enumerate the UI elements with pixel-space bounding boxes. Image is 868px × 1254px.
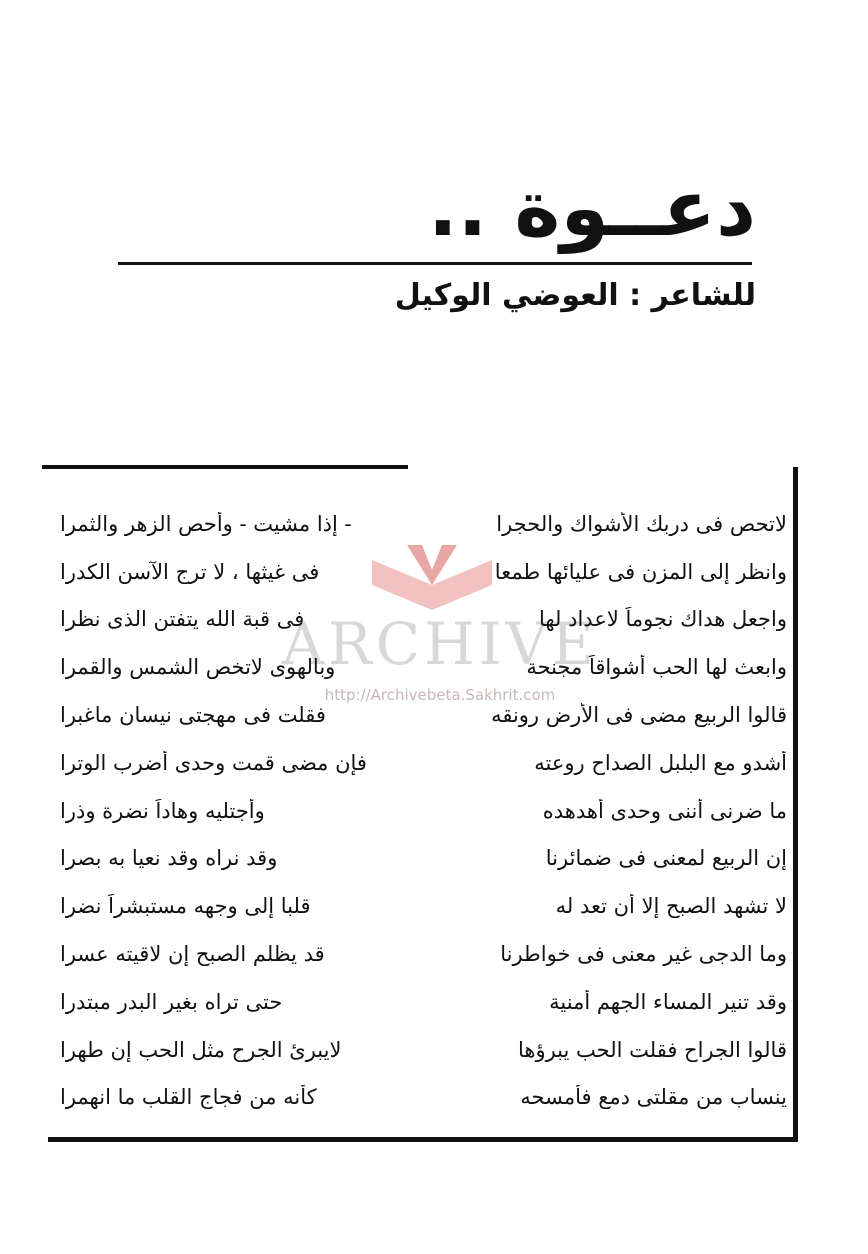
verse-first-half: وابعث لها الحب أشواقاً مجنحة <box>526 655 787 680</box>
verse-first-half: لا تشهد الصبح إلا أن تعد له <box>555 894 787 919</box>
verse-second-half: قلبا إلى وجهه مستبشراً نضرا <box>60 894 311 919</box>
verse-first-half: وانظر إلى المزن فى عليائها طمعا <box>494 559 787 584</box>
verse <box>60 835 787 883</box>
verse-second-half: فقلت فى مهجتى نيسان ماغبرا <box>60 703 326 728</box>
verse-first-half: ما ضرنى أننى وحدى أهدهده <box>542 798 787 823</box>
frame-bottom-rule <box>48 1137 798 1142</box>
verse-second-half: قد يظلم الصبح إن لاقيته عسرا <box>60 942 325 967</box>
verse <box>60 882 787 930</box>
verse-first-half: وقد تنير المساء الجهم أمنية <box>549 989 787 1014</box>
verse-first-half: لاتحص فى دربك الأشواك والحجرا <box>496 511 787 536</box>
verse <box>60 643 787 691</box>
verse <box>60 596 787 644</box>
poem-body <box>60 500 787 1121</box>
verse-first-half: قالوا الربيع مضى فى الأرض رونقه <box>491 703 787 728</box>
verse <box>60 1026 787 1074</box>
watermark-url: http://Archivebeta.Sakhrit.com <box>324 686 556 704</box>
verse <box>60 500 787 548</box>
verse-second-half: كأنه من فجاج القلب ما انهمرا <box>60 1085 317 1110</box>
verse-first-half: قالوا الجراح فقلت الحب يبرؤها <box>517 1037 787 1062</box>
verse-first-half: أشدو مع البلبل الصداح روعته <box>534 750 787 775</box>
verse <box>60 1074 787 1122</box>
watermark-text: ARCHIVE <box>282 610 598 678</box>
poet-byline: للشاعر : العوضي الوكيل <box>394 278 756 313</box>
verse <box>60 691 787 739</box>
verse-first-half: ينساب من مقلتى دمع فأمسحه <box>520 1085 787 1110</box>
verse <box>60 739 787 787</box>
frame-right-rule <box>793 467 798 1142</box>
verse <box>60 930 787 978</box>
verse <box>60 978 787 1026</box>
verse-first-half: وما الدجى غير معنى فى خواطرنا <box>500 942 787 967</box>
frame-top-rule <box>42 465 408 469</box>
page-title: دعــوة .. <box>428 164 756 254</box>
verse <box>60 787 787 835</box>
verse-second-half: فى غيثها ، لا ترج الآسن الكدرا <box>60 559 320 584</box>
verse-second-half: وبالهوى لاتخص الشمس والقمرا <box>60 655 336 680</box>
verse-second-half: وقد نراه وقد نعيا به بصرا <box>60 846 278 871</box>
verse-second-half: فى قبة الله يتفتن الذى نظرا <box>60 607 305 632</box>
verse-second-half: فإن مضى قمت وحدى أضرب الوترا <box>60 750 367 775</box>
verse <box>60 548 787 596</box>
verse-first-half: إن الربيع لمعنى فى ضمائرنا <box>545 846 787 871</box>
title-rule <box>118 262 752 265</box>
verse-second-half: حتى تراه بغير البدر مبتدرا <box>60 989 283 1014</box>
verse-first-half: واجعل هداك نجوماً لاعداد لها <box>538 607 787 632</box>
verse-second-half: - إذا مشيت - وأحص الزهر والثمرا <box>60 511 352 536</box>
verse-second-half: وأجتليه وهاداً نضرة وذرا <box>60 798 265 823</box>
verse-second-half: لايبرئ الجرح مثل الحب إن طهرا <box>60 1037 342 1062</box>
